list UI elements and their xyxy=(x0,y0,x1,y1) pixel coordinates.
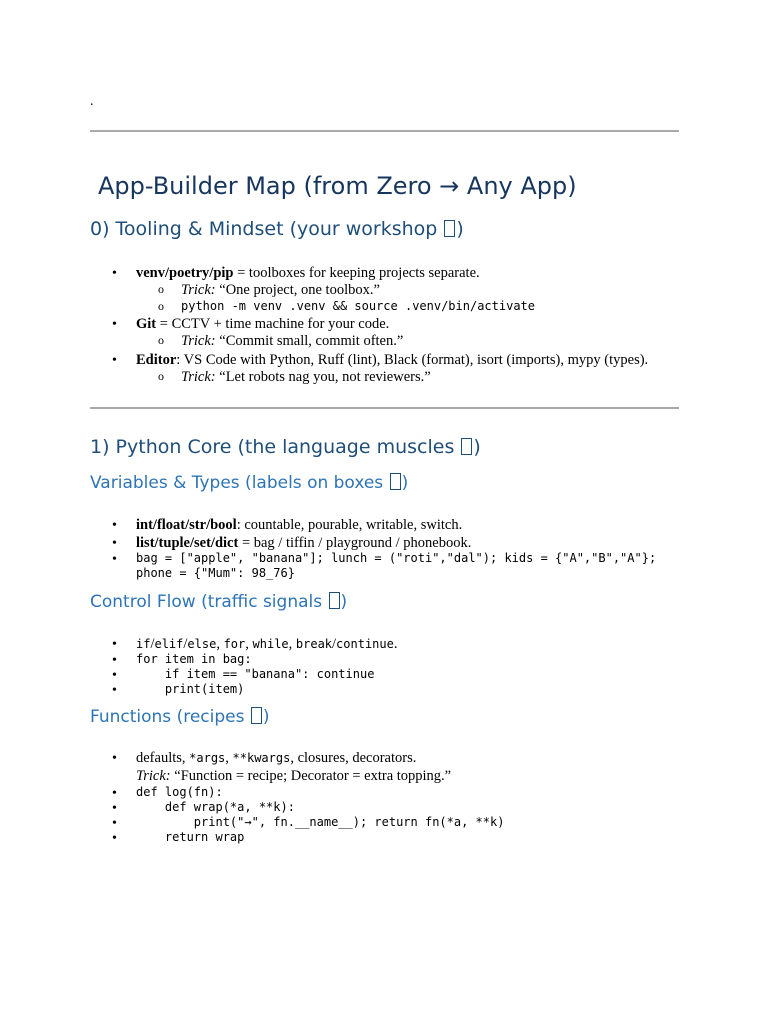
emoji-placeholder-icon xyxy=(390,473,401,490)
sub-bullet-icon: o xyxy=(158,282,164,296)
bullet-icon xyxy=(112,316,117,333)
section1-heading: 1) Python Core (the language muscles ) xyxy=(90,436,481,458)
bullet-icon xyxy=(112,551,117,568)
sub-bullet-icon: o xyxy=(158,333,164,347)
emoji-placeholder-icon xyxy=(251,707,262,724)
bullet-icon xyxy=(112,265,117,282)
bullet-icon xyxy=(112,636,117,653)
variables-heading: Variables & Types (labels on boxes ) xyxy=(90,473,409,493)
bullet-icon xyxy=(112,830,117,847)
bullet-icon xyxy=(112,517,117,534)
bullet-icon xyxy=(112,535,117,552)
emoji-placeholder-icon xyxy=(461,438,472,455)
bullet-icon xyxy=(112,682,117,699)
emoji-placeholder-icon xyxy=(329,592,340,609)
bullet-icon xyxy=(112,352,117,369)
control-flow-heading: Control Flow (traffic signals ) xyxy=(90,592,348,612)
sub-bullet-icon: o xyxy=(158,299,164,313)
horizontal-rule xyxy=(90,407,679,409)
sub-bullet-icon: o xyxy=(158,369,164,383)
page-title: App-Builder Map (from Zero → Any App) xyxy=(98,172,577,200)
section0-heading: 0) Tooling & Mindset (your workshop ) xyxy=(90,218,464,240)
top-dot: . xyxy=(90,94,94,109)
bullet-icon xyxy=(112,750,117,767)
horizontal-rule xyxy=(90,130,679,132)
functions-heading: Functions (recipes ) xyxy=(90,707,270,727)
emoji-placeholder-icon xyxy=(444,220,455,237)
